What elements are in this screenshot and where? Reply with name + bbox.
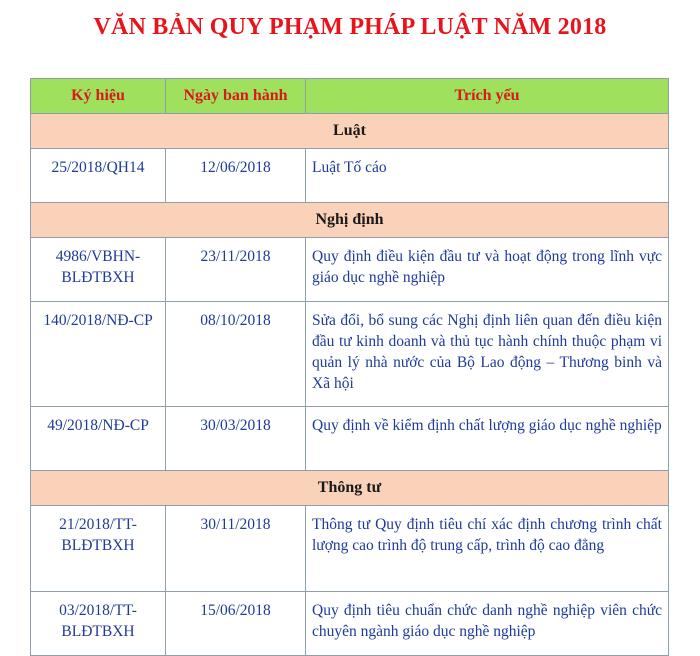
- cell-date: 15/06/2018: [166, 592, 306, 656]
- cell-code: 21/2018/TT-BLĐTBXH: [31, 506, 166, 592]
- cell-date: 30/11/2018: [166, 506, 306, 592]
- table-row: [31, 302, 669, 407]
- table-row: [31, 506, 669, 592]
- cell-date: 30/03/2018: [166, 407, 306, 471]
- header-summary: Trích yếu: [306, 79, 669, 114]
- cell-summary: Quy định điều kiện đầu tư và hoạt động trong lĩnh vực giáo dục nghề nghiệp: [306, 238, 669, 302]
- cell-code: 25/2018/QH14: [31, 149, 166, 203]
- header-date: Ngày ban hành: [166, 79, 306, 114]
- cell-code: 4986/VBHN-BLĐTBXH: [31, 238, 166, 302]
- legal-documents-table: [30, 78, 669, 656]
- section-title: Thông tư: [31, 471, 669, 506]
- cell-date: 08/10/2018: [166, 302, 306, 407]
- cell-date: 12/06/2018: [166, 149, 306, 203]
- section-row-luat: [31, 114, 669, 149]
- cell-summary: Quy định về kiểm định chất lượng giáo dục nghề nghiệp: [306, 407, 669, 471]
- table-row: [31, 238, 669, 302]
- section-title: Luật: [31, 114, 669, 149]
- section-title: Nghị định: [31, 203, 669, 238]
- cell-code: 03/2018/TT-BLĐTBXH: [31, 592, 166, 656]
- cell-date: 23/11/2018: [166, 238, 306, 302]
- page-title: VĂN BẢN QUY PHẠM PHÁP LUẬT NĂM 2018: [93, 14, 607, 40]
- cell-code: 49/2018/NĐ-CP: [31, 407, 166, 471]
- header-code: Ký hiệu: [31, 79, 166, 114]
- cell-summary: Thông tư Quy định tiêu chí xác định chương trình chất lượng cao trình độ trung cấp, trình độ cao đẳng: [306, 506, 669, 592]
- table-row: [31, 149, 669, 203]
- section-row-thong-tu: [31, 471, 669, 506]
- table-header-row: [31, 79, 669, 114]
- cell-summary: Luật Tố cáo: [306, 149, 669, 203]
- cell-code: 140/2018/NĐ-CP: [31, 302, 166, 407]
- table-row: [31, 407, 669, 471]
- cell-summary: Sửa đổi, bổ sung các Nghị định liên quan đến điều kiện đầu tư kinh doanh và thủ tục hành chính thuộc phạm vi quản lý nhà nước của Bộ Lao động – Thương binh và Xã hội: [306, 302, 669, 407]
- cell-summary: Quy định tiêu chuẩn chức danh nghề nghiệp viên chức chuyên ngành giáo dục nghề nghiệp: [306, 592, 669, 656]
- section-row-nghi-dinh: [31, 203, 669, 238]
